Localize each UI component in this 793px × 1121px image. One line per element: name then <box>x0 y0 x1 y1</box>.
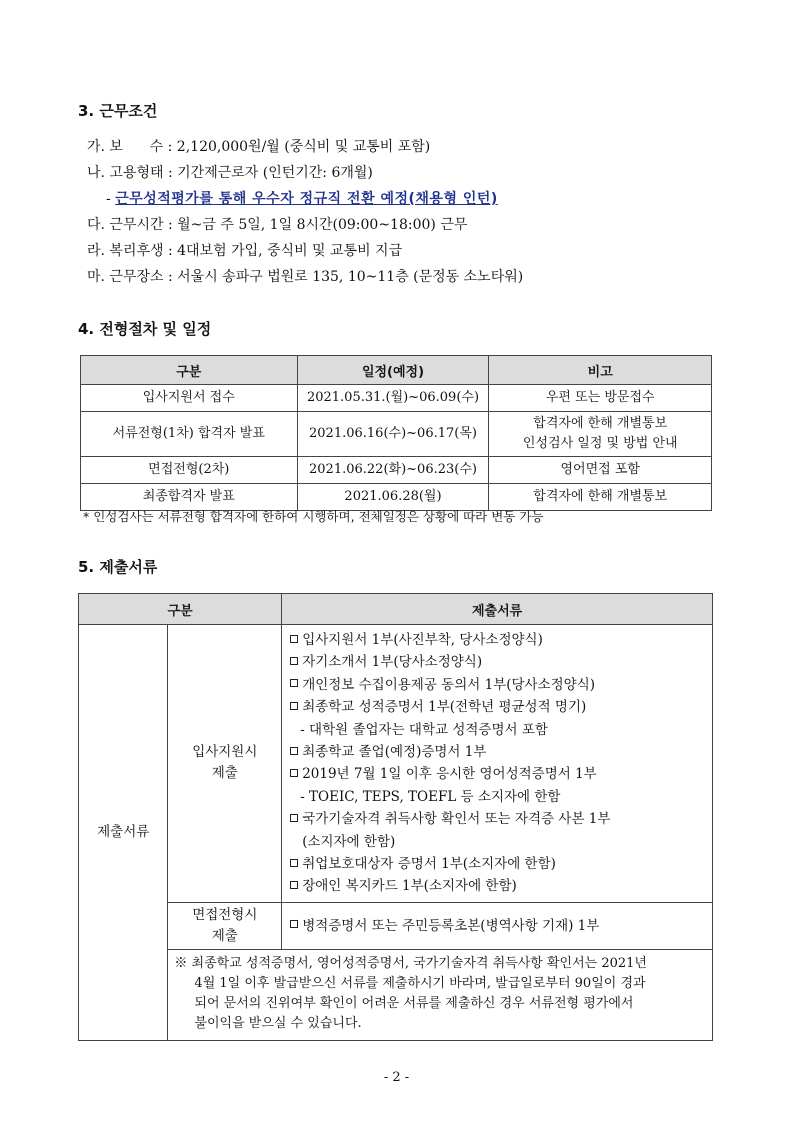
list-item <box>290 808 706 830</box>
header-date: 일정(예정) <box>297 356 489 385</box>
condition-employment <box>87 162 373 182</box>
interview-docs-cell <box>282 902 713 949</box>
list-item <box>290 853 706 875</box>
date-cell: 2021.06.22(화)~06.23(수) <box>297 457 489 484</box>
condition-value: : 4대보험 가입, 중식비 및 교통비 지급 <box>163 243 403 259</box>
condition-label: 라. 복리후생 <box>87 243 164 259</box>
doc-text: 최종학교 졸업(예정)증명서 1부 <box>302 744 487 761</box>
condition-label: 나. 고용형태 <box>87 165 164 181</box>
list-continuation: (소지자에 한함) <box>302 833 396 850</box>
table-header-row <box>81 356 712 385</box>
list-item <box>290 741 706 763</box>
notice-cell <box>168 949 713 1040</box>
list-item <box>290 875 706 897</box>
schedule-footnote: * 인성검사는 서류전형 합격자에 한하여 시행하며, 전체일정은 상황에 따라 변동 가능 <box>83 509 544 524</box>
stage-cell: 최종합격자 발표 <box>81 484 298 511</box>
doc-text: 장애인 복지카드 1부(소지자에 한함) <box>302 878 517 895</box>
apply-stage-label: 제출 <box>211 765 238 782</box>
interview-stage-label: 제출 <box>211 927 238 944</box>
doc-text: 취업보호대상자 증명서 1부(소지자에 한함) <box>302 856 556 873</box>
square-bullet-icon <box>290 702 298 710</box>
list-item <box>290 629 706 651</box>
doc-text: 입사지원서 1부(사진부착, 당사소정양식) <box>302 632 543 648</box>
doc-text: 개인정보 수집이용제공 동의서 1부(당사소정양식) <box>302 676 596 693</box>
condition-hours <box>87 214 467 234</box>
condition-value: : 2,120,000원/월 (중식비 및 교통비 포함) <box>163 139 431 155</box>
doc-text: 2019년 7월 1일 이후 응시한 영어성적증명서 1부 <box>302 766 597 783</box>
interview-stage-cell <box>168 902 282 949</box>
square-bullet-icon <box>290 814 298 822</box>
doc-text: 자기소개서 1부(당사소정양식) <box>302 654 483 671</box>
conversion-highlight: 근무성적평가를 통해 우수자 정규직 전환 예정(채용형 인턴) <box>115 191 498 207</box>
condition-label: 다. 근무시간 <box>87 217 164 233</box>
header-category: 구분 <box>79 594 282 625</box>
list-subitem: - 대학원 졸업자는 대학교 성적증명서 포함 <box>300 721 548 738</box>
list-subitem: - TOEIC, TEPS, TOEFL 등 소지자에 한함 <box>300 788 561 805</box>
category-cell: 제출서류 <box>79 625 168 1041</box>
notice-line: 되어 문서의 진위여부 확인이 어려운 서류를 제출하신 경우 서류전형 평가에서 <box>194 995 634 1011</box>
conversion-note <box>106 188 498 208</box>
table-row <box>81 385 712 412</box>
note-cell: 합격자에 한해 개별통보 <box>489 484 712 511</box>
section-4-title: 4. 전형절차 및 일정 <box>78 320 212 338</box>
square-bullet-icon <box>290 657 298 665</box>
condition-pay <box>87 136 430 156</box>
list-item <box>290 696 706 718</box>
apply-docs-cell <box>282 625 713 903</box>
notice-line: ※ 최종학교 성적증명서, 영어성적증명서, 국가기술자격 취득사항 확인서는 2021년 <box>174 955 647 971</box>
stage-cell: 입사지원서 접수 <box>81 385 298 412</box>
header-note: 비고 <box>489 356 712 385</box>
notice-line: 4월 1일 이후 발급받으신 서류를 제출하시기 바라며, 발급일로부터 90일이 경과 <box>194 975 646 991</box>
table-row <box>81 412 712 457</box>
date-cell: 2021.05.31.(월)~06.09(수) <box>297 385 489 412</box>
square-bullet-icon <box>290 859 298 867</box>
condition-value: : 서울시 송파구 법원로 135, 10~11층 (문정동 소노타워) <box>163 269 524 285</box>
condition-benefits <box>87 240 402 260</box>
list-item <box>290 915 706 937</box>
square-bullet-icon <box>290 747 298 755</box>
section-3-title: 3. 근무조건 <box>78 102 158 120</box>
table-row <box>79 949 713 1040</box>
table-row <box>79 902 713 949</box>
condition-label: 가. 보 수 <box>87 139 164 155</box>
notice-line: 불이익을 받으실 수 있습니다. <box>194 1015 362 1031</box>
header-stage: 구분 <box>81 356 298 385</box>
page-number: - 2 - <box>383 1070 410 1085</box>
note-line: 합격자에 한해 개별통보 <box>533 416 668 431</box>
stage-cell: 면접전형(2차) <box>81 457 298 484</box>
square-bullet-icon <box>290 881 298 889</box>
table-row <box>81 457 712 484</box>
conversion-dash: - <box>106 191 116 207</box>
square-bullet-icon <box>290 679 298 687</box>
doc-text: 병적증명서 또는 주민등록초본(병역사항 기재) 1부 <box>302 917 600 934</box>
note-line: 인성검사 일정 및 방법 안내 <box>522 436 678 451</box>
note-cell: 영어면접 포함 <box>489 457 712 484</box>
date-cell: 2021.06.16(수)~06.17(목) <box>297 412 489 457</box>
doc-text: 국가기술자격 취득사항 확인서 또는 자격증 사본 1부 <box>302 811 611 828</box>
list-item <box>290 674 706 696</box>
note-cell <box>489 412 712 457</box>
schedule-table <box>80 355 712 511</box>
interview-stage-label: 면접전형시 <box>192 906 258 923</box>
note-cell: 우편 또는 방문접수 <box>489 385 712 412</box>
condition-value: : 월~금 주 5일, 1일 8시간(09:00~18:00) 근무 <box>163 217 468 233</box>
doc-text: 최종학교 성적증명서 1부(전학년 평균성적 명기) <box>302 699 587 716</box>
section-5-title: 5. 제출서류 <box>78 558 158 576</box>
date-cell: 2021.06.28(월) <box>297 484 489 511</box>
condition-value: : 기간제근로자 (인턴기간: 6개월) <box>163 165 373 181</box>
square-bullet-icon <box>290 920 298 928</box>
header-documents: 제출서류 <box>282 594 713 625</box>
list-item <box>290 763 706 785</box>
table-header-row <box>79 594 713 625</box>
square-bullet-icon <box>290 769 298 777</box>
stage-cell: 서류전형(1차) 합격자 발표 <box>81 412 298 457</box>
condition-location <box>87 266 523 286</box>
documents-table <box>78 593 713 1041</box>
condition-label: 마. 근무장소 <box>87 269 164 285</box>
square-bullet-icon <box>290 635 298 643</box>
apply-stage-label: 입사지원시 <box>192 744 258 761</box>
apply-stage-cell <box>168 625 282 903</box>
table-row <box>79 625 713 903</box>
list-item <box>290 651 706 673</box>
